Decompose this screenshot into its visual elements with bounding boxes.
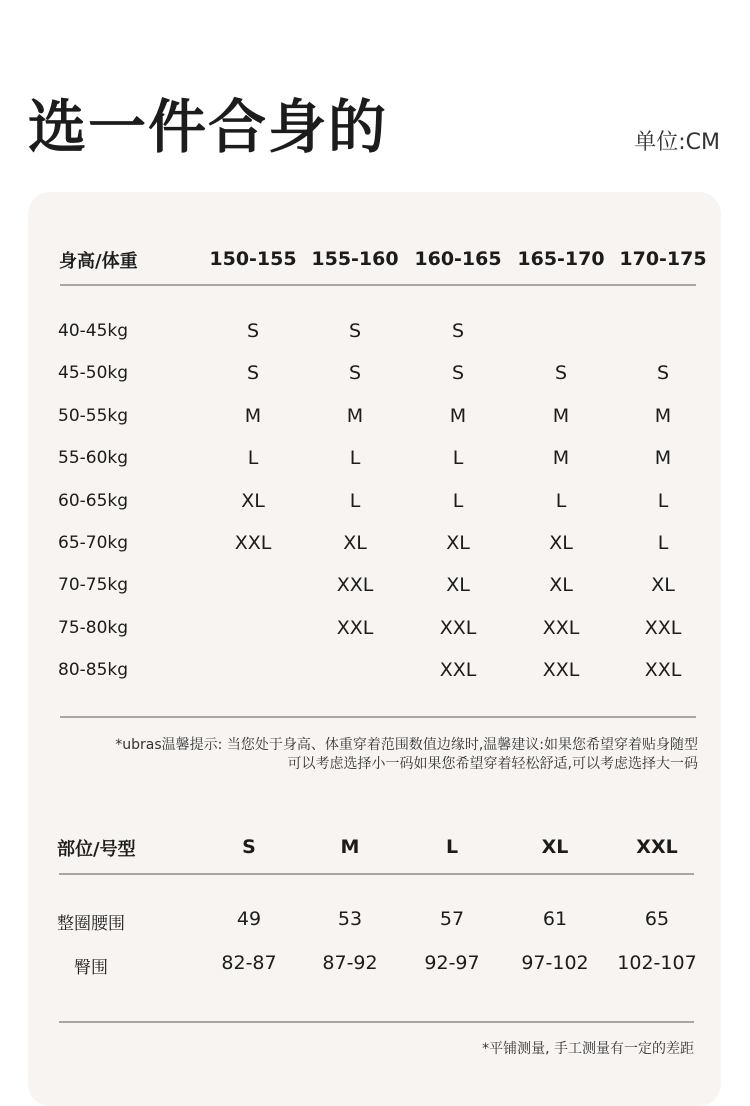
measure-table-note: *平铺测量, 手工测量有一定的差距 <box>482 1041 694 1057</box>
size-header: XXL <box>636 836 678 858</box>
size-table-header-rule <box>60 284 696 286</box>
size-cell: M <box>654 447 672 470</box>
measure-table-corner-header: 部位/号型 <box>57 839 136 860</box>
weight-label: 65-70kg <box>58 533 129 553</box>
height-header: 165-170 <box>517 248 605 270</box>
measure-cell: 61 <box>542 908 568 930</box>
size-cell: S <box>451 362 465 385</box>
size-chart-card <box>28 192 721 1106</box>
size-header: S <box>242 836 256 858</box>
size-cell: M <box>244 404 262 427</box>
size-cell: L <box>452 489 464 512</box>
size-cell: XL <box>549 574 573 597</box>
size-cell: S <box>451 320 465 342</box>
size-cell: L <box>657 532 669 554</box>
size-cell: XXL <box>644 616 682 639</box>
size-cell: L <box>247 447 259 470</box>
measure-table-header-rule <box>59 873 694 875</box>
weight-label: 45-50kg <box>58 363 129 384</box>
size-cell: M <box>552 447 570 470</box>
size-cell: S <box>348 362 362 385</box>
measure-cell: 92-97 <box>424 952 480 974</box>
measure-cell: 87-92 <box>322 952 378 974</box>
size-table-note-line2: 可以考虑选择小一码如果您希望穿着轻松舒适,可以考虑选择大一码 <box>287 756 698 772</box>
measure-cell: 53 <box>337 908 363 930</box>
size-cell: XL <box>446 574 470 597</box>
weight-label: 75-80kg <box>58 617 129 638</box>
size-table-note-line1: *ubras温馨提示: 当您处于身高、体重穿着范围数值边缘时,温馨建议:如果您希望穿着贴身随型 <box>115 737 698 753</box>
size-cell: XXL <box>234 532 272 554</box>
weight-label: 40-45kg <box>58 321 129 341</box>
size-cell: S <box>348 320 362 342</box>
measure-cell: 97-102 <box>521 952 589 974</box>
weight-label: 60-65kg <box>58 490 129 511</box>
size-cell: S <box>554 362 568 385</box>
size-cell: XL <box>651 574 675 597</box>
size-cell: L <box>452 447 464 470</box>
weight-label: 50-55kg <box>58 405 129 426</box>
size-cell: S <box>656 362 670 385</box>
measure-cell: 49 <box>236 908 262 930</box>
size-cell: XXL <box>439 659 477 682</box>
size-cell: XXL <box>542 659 580 682</box>
measure-cell: 57 <box>439 908 465 930</box>
size-cell: XXL <box>336 574 374 597</box>
page-title: 选一件合身的 <box>28 93 389 161</box>
measure-cell: 65 <box>644 908 670 930</box>
measure-cell: 82-87 <box>221 952 277 974</box>
size-cell: M <box>449 404 467 427</box>
size-cell: M <box>654 404 672 427</box>
height-header: 150-155 <box>209 248 297 270</box>
unit-label: 单位:CM <box>634 130 720 155</box>
size-cell: XL <box>549 532 573 554</box>
size-cell: XXL <box>336 616 374 639</box>
size-cell: S <box>246 320 260 342</box>
height-header: 170-175 <box>619 248 707 270</box>
size-cell: XL <box>446 532 470 554</box>
height-header: 160-165 <box>414 248 502 270</box>
measure-cell: 102-107 <box>617 952 697 974</box>
measure-label: 整圈腰围 <box>57 914 125 934</box>
measure-label: 臀围 <box>74 958 108 978</box>
size-table-bottom-rule <box>60 716 696 718</box>
size-cell: S <box>246 362 260 385</box>
size-cell: XXL <box>644 659 682 682</box>
size-cell: XXL <box>542 616 580 639</box>
weight-label: 80-85kg <box>58 660 129 681</box>
size-cell: XXL <box>439 616 477 639</box>
size-header: M <box>340 836 360 858</box>
size-cell: L <box>555 489 567 512</box>
size-cell: L <box>657 489 669 512</box>
size-cell: XL <box>343 532 367 554</box>
size-cell: M <box>552 404 570 427</box>
size-header: L <box>445 836 459 858</box>
size-cell: M <box>346 404 364 427</box>
size-cell: XL <box>241 489 265 512</box>
height-header: 155-160 <box>311 248 399 270</box>
size-header: XL <box>541 836 569 858</box>
size-cell: L <box>349 489 361 512</box>
weight-label: 55-60kg <box>58 448 129 469</box>
measure-table-bottom-rule <box>59 1021 694 1023</box>
size-cell: L <box>349 447 361 470</box>
size-table-corner-header: 身高/体重 <box>59 251 138 272</box>
weight-label: 70-75kg <box>58 575 129 596</box>
